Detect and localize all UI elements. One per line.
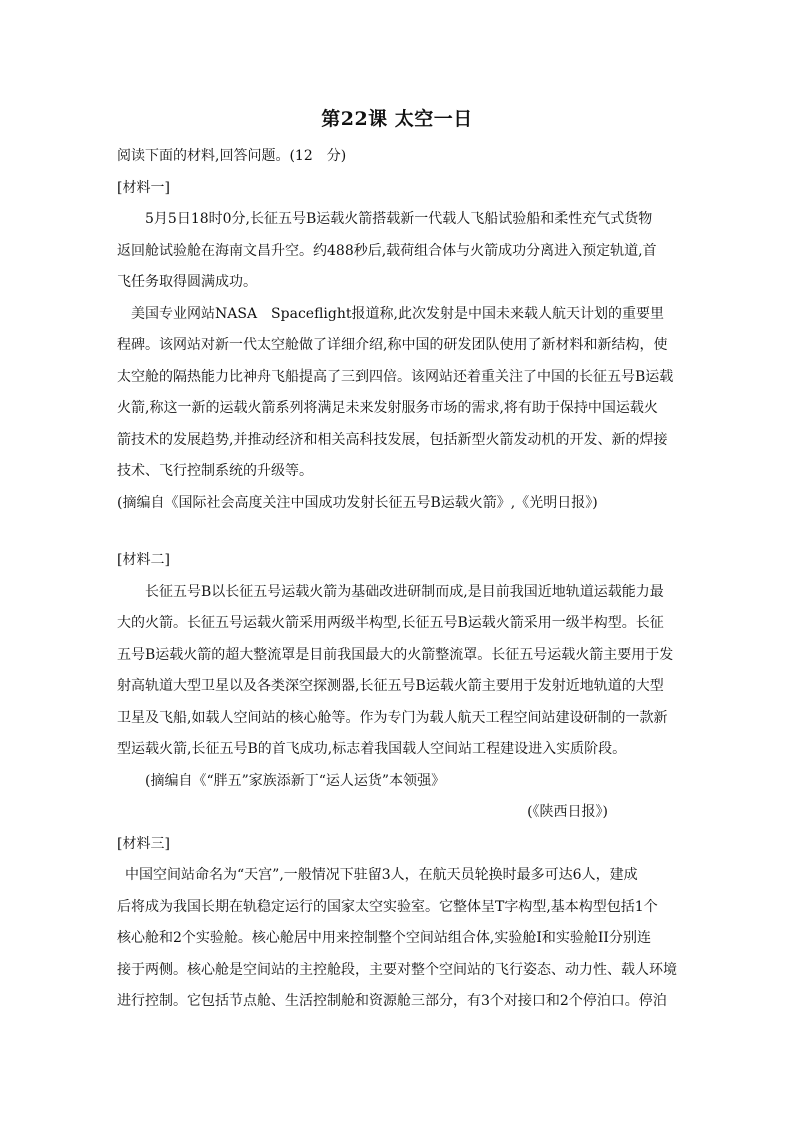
material-1-p1-line: 返回舱试验舱在海南文昌升空。约488秒后,载荷组合体与火箭成功分离进入预定轨道,首 [117, 242, 657, 259]
material-2-source-paper: (《陕西日报》) [527, 804, 608, 820]
material-2-p1-line: 射高轨道大型卫星以及各类深空探测器,长征五号B运载火箭主要用于发射近地轨道的大型 [117, 678, 664, 694]
material-2-section [117, 545, 677, 1018]
material-1-p2-line: 箭技术的发展趋势,并推动经济和相关高科技发展，包括新型火箭发动机的开发、新的焊接 [117, 431, 668, 448]
material-3-p1-line: 后将成为我国长期在轨稳定运行的国家太空实验室。它整体呈T字构型,基本构型包括1个 [117, 898, 658, 915]
material-1-source: (摘编自《国际社会高度关注中国成功发射长征五号B运载火箭》,《光明日报》) [117, 494, 598, 511]
material-1-p1-line: 飞任务取得圆满成功。 [117, 274, 257, 290]
material-1-p2-line: 技术、飞行控制系统的升级等。 [117, 463, 313, 479]
material-1-p2-line: 火箭,称这一新的运载火箭系列将满足未来发射服务市场的需求,将有助于保持中国运载火 [117, 400, 658, 416]
material-2-p1-line: 大的火箭。长征五号运载火箭采用两级半构型,长征五号B运载火箭采用一级半构型。长征 [117, 615, 664, 631]
material-2-source: (摘编自《“胖五”家族添新丁“运人运货”本领强》 [145, 772, 446, 789]
document-body [117, 141, 677, 519]
material-1-label: [材料一] [117, 179, 170, 196]
instructions: 阅读下面的材料,回答问题。(12 分) [117, 148, 347, 164]
material-3-label: [材料三] [117, 835, 170, 852]
material-3-p1-line: 进行控制。它包括节点舱、生活控制舱和资源舱三部分，有3个对接口和2个停泊口。停泊 [117, 993, 667, 1009]
material-3-p1-line: 核心舱和2个实验舱。核心舱居中用来控制整个空间站组合体,实验舱I和实验舱II分别连 [117, 930, 651, 946]
material-3-p1-line: 中国空间站命名为“天宫”,一般情况下驻留3人，在航天员轮换时最多可达6人，建成 [125, 867, 638, 883]
material-2-p1-line: 五号B运载火箭的超大整流罩是目前我国最大的火箭整流罩。长征五号运载火箭主要用于发 [117, 646, 674, 663]
material-1-p1-line: 5月5日18时0分,长征五号B运载火箭搭载新一代载人飞船试验船和柔性充气式货物 [145, 211, 653, 227]
material-2-p1-line: 型运载火箭,长征五号B的首飞成功,标志着我国载人空间站工程建设进入实质阶段。 [117, 741, 627, 757]
page-title: 第22课 太空一日 [321, 108, 473, 130]
material-2-p1-line: 长征五号B以长征五号运载火箭为基础改进研制而成,是目前我国近地轨道运载能力最 [145, 583, 664, 600]
material-3-p1-line: 接于两侧。核心舱是空间站的主控舱段，主要对整个空间站的飞行姿态、动力性、载人环境 [117, 961, 677, 978]
material-2-label: [材料二] [117, 552, 170, 568]
material-1-p2-line: 太空舱的隔热能力比神舟飞船提高了三到四倍。该网站还着重关注了中国的长征五号B运载 [117, 368, 674, 385]
material-1-p2-line: 美国专业网站NASA Spaceflight报道称,此次发射是中国未来载人航天计划的重要里 [131, 305, 664, 322]
material-1-p2-line: 程碑。该网站对新一代太空舱做了详细介绍,称中国的研发团队使用了新材料和新结构，使 [117, 337, 668, 353]
material-2-p1-line: 卫星及飞船,如载人空间站的核心舱等。作为专门为载人航天工程空间站建设研制的一款新 [117, 709, 668, 726]
